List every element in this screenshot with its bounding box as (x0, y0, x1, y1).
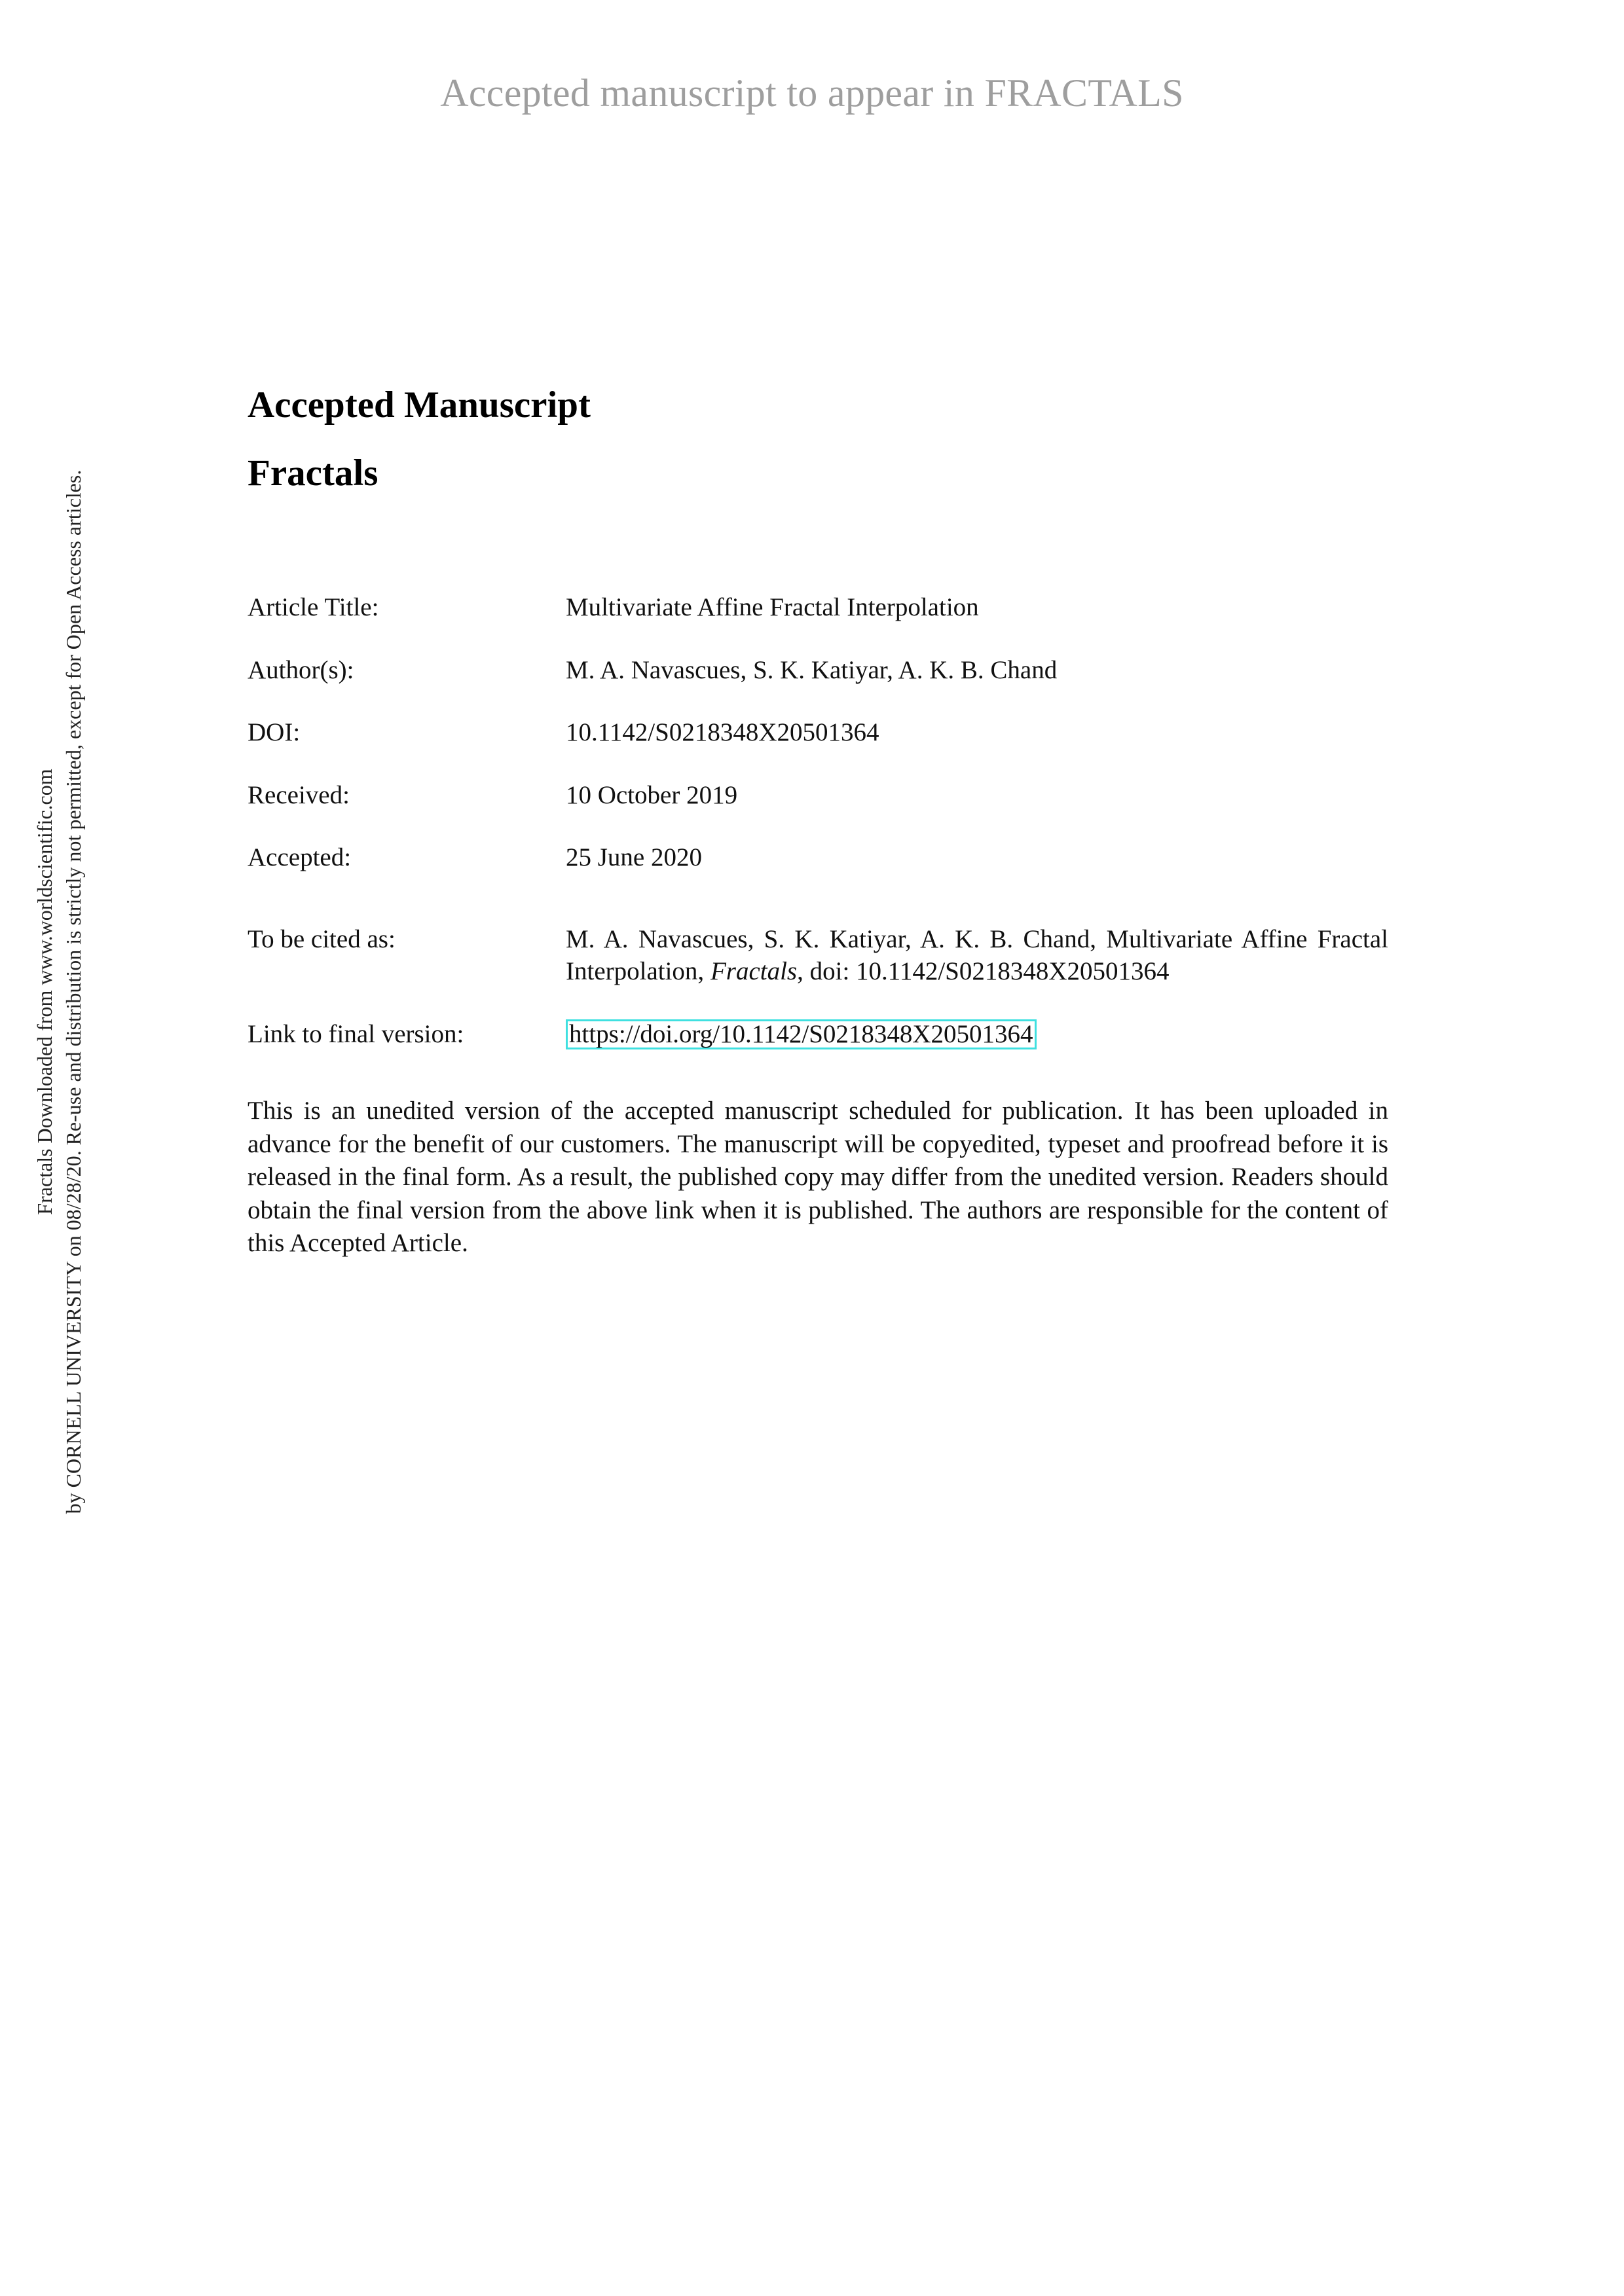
page-heading: Accepted Manuscript (248, 384, 591, 426)
meta-value: M. A. Navascues, S. K. Katiyar, A. K. B. Chand (566, 656, 1058, 684)
meta-label: Article Title: (248, 593, 379, 621)
meta-label: Accepted: (248, 843, 352, 871)
citation-text-before: M. A. Navascues, S. K. Katiyar, A. K. B. Chand, Multivariate Affine Fractal Interpolation, (566, 925, 1388, 985)
download-notice-line-2: by CORNELL UNIVERSITY on 08/28/20. Re-use and distribution is strictly not permitted, except for Open Access articles. (62, 469, 85, 1514)
disclaimer-paragraph: This is an unedited version of the accepted manuscript scheduled for publication. It has been uploaded in advance for the benefit of our customers. The manuscript will be copyedited, typeset and proofread before it is released in the final form. As a result, the published copy may differ from the unedited version. Readers should obtain the final version from the above link when it is published. The authors are responsible for the content of this Accepted Article. (248, 1097, 1388, 1257)
meta-label: DOI: (248, 718, 301, 746)
header-banner: Accepted manuscript to appear in FRACTALS (440, 71, 1184, 115)
download-notice (30, 403, 88, 1581)
meta-label: To be cited as: (248, 925, 396, 953)
download-notice-line-1: Fractals Downloaded from www.worldscientific.com (33, 769, 56, 1215)
meta-value: 10.1142/S0218348X20501364 (566, 718, 879, 746)
meta-value (566, 1018, 1388, 1050)
meta-value: Multivariate Affine Fractal Interpolation (566, 593, 979, 621)
meta-label: Author(s): (248, 656, 354, 684)
journal-name: Fractals (248, 452, 378, 494)
meta-value: 25 June 2020 (566, 843, 702, 871)
citation-text (566, 923, 1388, 987)
meta-label: Received: (248, 781, 350, 809)
meta-label: Link to final version: (248, 1020, 464, 1048)
final-version-link[interactable]: https://doi.org/10.1142/S0218348X20501364 (566, 1019, 1037, 1049)
citation-text-after: , doi: 10.1142/S0218348X20501364 (797, 957, 1170, 985)
meta-value: 10 October 2019 (566, 781, 738, 809)
citation-journal: Fractals (710, 957, 798, 985)
